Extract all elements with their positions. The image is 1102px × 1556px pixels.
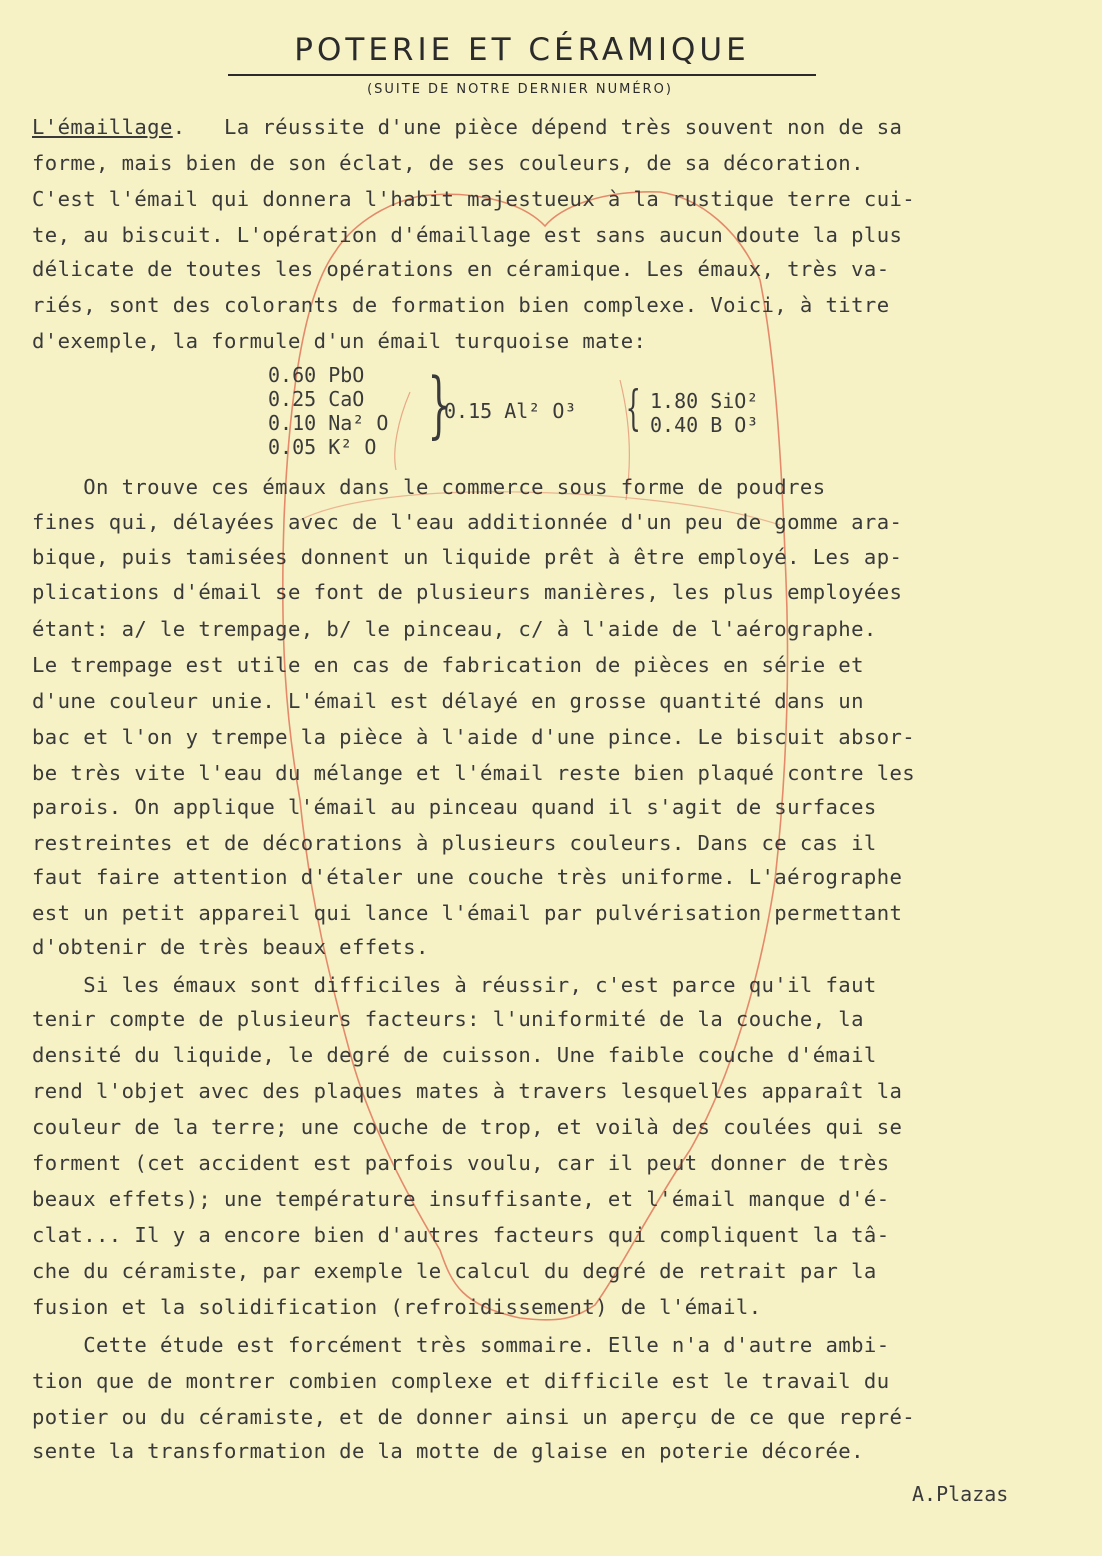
intro-line-1 bbox=[32, 114, 902, 140]
body-line: est un petit appareil qui lance l'émail par pulvérisation permettant bbox=[32, 901, 903, 925]
intro-line: forme, mais bien de son éclat, de ses couleurs, de sa décoration. bbox=[32, 151, 864, 175]
body-line: bique, puis tamisées donnent un liquide prêt à être employé. Les ap- bbox=[32, 545, 903, 569]
formula-right-1: 1.80 SiO² bbox=[650, 389, 759, 413]
body-line: Si les émaux sont difficiles à réussir, c'est parce qu'il faut bbox=[32, 973, 877, 997]
body-line: be très vite l'eau du mélange et l'émail reste bien plaqué contre les bbox=[32, 761, 916, 785]
body-line: tion que de montrer combien complexe et difficile est le travail du bbox=[32, 1369, 890, 1393]
body-line: plications d'émail se font de plusieurs manières, les plus employées bbox=[32, 580, 903, 604]
formula-brace-left: } bbox=[427, 362, 451, 446]
body-line: d'une couleur unie. L'émail est délayé en grosse quantité dans un bbox=[32, 689, 864, 713]
page-title: POTERIE ET CÉRAMIQUE bbox=[294, 32, 750, 68]
page-subtitle: (SUITE DE NOTRE DERNIER NUMÉRO) bbox=[367, 82, 673, 97]
body-line: restreintes et de décorations à plusieurs couleurs. Dans ce cas il bbox=[32, 831, 877, 855]
body-line: densité du liquide, le degré de cuisson. Une faible couche d'émail bbox=[32, 1043, 877, 1067]
intro-line: te, au biscuit. L'opération d'émaillage est sans aucun doute la plus bbox=[32, 223, 903, 247]
body-line: parois. On applique l'émail au pinceau quand il s'agit de surfaces bbox=[32, 795, 877, 819]
body-line: potier ou du céramiste, et de donner ainsi un aperçu de ce que repré- bbox=[32, 1405, 916, 1429]
body-line: bac et l'on y trempe la pièce à l'aide d'une pince. Le biscuit absor- bbox=[32, 725, 916, 749]
intro-line: riés, sont des colorants de formation bien complexe. Voici, à titre bbox=[32, 293, 890, 317]
body-line: che du céramiste, par exemple le calcul du degré de retrait par la bbox=[32, 1259, 877, 1283]
body-line: d'obtenir de très beaux effets. bbox=[32, 935, 429, 959]
formula-middle: 0.15 Al² O³ bbox=[444, 399, 577, 423]
title-underline bbox=[228, 74, 816, 76]
body-line: fines qui, délayées avec de l'eau additionnée d'un peu de gomme ara- bbox=[32, 510, 903, 534]
intro-line: C'est l'émail qui donnera l'habit majestueux à la rustique terre cui- bbox=[32, 187, 916, 211]
formula-left-1: 0.60 PbO bbox=[268, 363, 365, 387]
body-line: étant: a/ le trempage, b/ le pinceau, c/ à l'aide de l'aérographe. bbox=[32, 617, 877, 641]
body-line: Le trempage est utile en cas de fabrication de pièces en série et bbox=[32, 653, 864, 677]
body-line: beaux effets); une température insuffisante, et l'émail manque d'é- bbox=[32, 1187, 890, 1211]
author-signature: A.Plazas bbox=[912, 1482, 1009, 1506]
body-line: faut faire attention d'étaler une couche très uniforme. L'aérographe bbox=[32, 865, 903, 889]
body-line: forment (cet accident est parfois voulu, car il peut donner de très bbox=[32, 1151, 890, 1175]
body-line: rend l'objet avec des plaques mates à travers lesquelles apparaît la bbox=[32, 1079, 903, 1103]
body-line: couleur de la terre; une couche de trop, et voilà des coulées qui se bbox=[32, 1115, 903, 1139]
body-line: fusion et la solidification (refroidissement) de l'émail. bbox=[32, 1295, 762, 1319]
body-line: sente la transformation de la motte de glaise en poterie décorée. bbox=[32, 1439, 864, 1463]
formula-left-4: 0.05 K² O bbox=[268, 435, 377, 459]
section-heading: L'émaillage bbox=[32, 115, 173, 139]
formula-right-2: 0.40 B O³ bbox=[650, 413, 759, 437]
intro-line: délicate de toutes les opérations en céramique. Les émaux, très va- bbox=[32, 257, 890, 281]
body-line: On trouve ces émaux dans le commerce sous forme de poudres bbox=[32, 475, 826, 499]
body-line: tenir compte de plusieurs facteurs: l'uniformité de la couche, la bbox=[32, 1007, 864, 1031]
body-line: clat... Il y a encore bien d'autres facteurs qui compliquent la tâ- bbox=[32, 1223, 890, 1247]
formula-left-2: 0.25 CaO bbox=[268, 387, 365, 411]
formula-left-3: 0.10 Na² O bbox=[268, 411, 389, 435]
formula-brace-right: { bbox=[625, 380, 641, 436]
body-line: Cette étude est forcément très sommaire. Elle n'a d'autre ambi- bbox=[32, 1333, 890, 1357]
intro-line: d'exemple, la formule d'un émail turquoise mate: bbox=[32, 329, 647, 353]
intro-text: . La réussite d'une pièce dépend très souvent non de sa bbox=[172, 115, 903, 139]
